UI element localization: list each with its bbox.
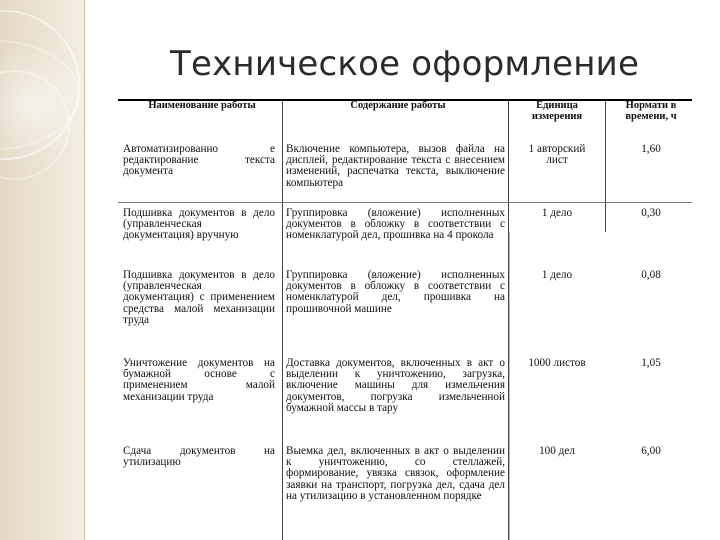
decorative-band [0, 0, 84, 540]
row-name: Автоматизированно е редактирование текста документа [123, 143, 275, 178]
row-content: Доставка документов, включенных в акт о выделении к уничтожению, загрузка, включение машины для измельчения документов, погрузка измельченной бумажной массы в тару [286, 357, 505, 414]
row-unit: 100 дел [539, 445, 575, 457]
row-unit: 1 дело [541, 269, 573, 281]
row-norm: 0,08 [641, 269, 661, 281]
column-rule [509, 232, 510, 540]
header-norm: Нормати в времени, ч [625, 100, 677, 122]
column-rule [282, 101, 283, 540]
row-name: Подшивка документов в дело (управленческая документация) вручную [123, 207, 275, 242]
row-norm: 1,60 [641, 143, 661, 155]
slide-title: Техническое оформление [170, 44, 640, 84]
row-unit: 1 авторский лист [528, 143, 586, 167]
row-name: Подшивка документов в дело (управленческая документация) с применением средства малой механизации труда [123, 269, 275, 326]
scanned-table [113, 96, 693, 540]
header-work-name: Наименование работы [148, 100, 256, 111]
row-content: Группировка (вложение) исполненных документов в обложку в соответствии с номенклатурой дел, прошивка на 4 прокола [286, 207, 505, 242]
header-work-content: Содержание работы [350, 100, 446, 111]
row-content: Включение компьютера, вызов файла на дисплей, редактирование текста с внесением изменений, распечатка текста, выключение компьютера [286, 143, 505, 189]
row-name: Уничтожение документов на бумажной основе с применением малой механизации труда [123, 357, 275, 403]
row-content: Группировка (вложение) исполненных документов в обложку в соответствии с номенклатурой дел, прошивка на прошивочной машине [286, 269, 505, 315]
band-divider [84, 0, 85, 540]
row-unit: 1 дело [541, 207, 573, 219]
row-content: Выемка дел, включенных в акт о выделении к уничтожению, со стеллажей, формирование, увязка связок, оформление заявки на транспорт, погрузка дел, сдача дел на утилизацию в установленном порядке [286, 445, 505, 502]
row-norm: 6,00 [641, 445, 661, 457]
row-norm: 1,05 [641, 357, 661, 369]
row-unit: 1000 листов [528, 357, 586, 369]
header-unit: Единица измерения [531, 100, 583, 122]
row-name: Сдача документов на утилизацию [123, 445, 275, 469]
row-norm: 0,30 [641, 207, 661, 219]
column-rule [605, 101, 606, 232]
row-divider [118, 202, 692, 203]
